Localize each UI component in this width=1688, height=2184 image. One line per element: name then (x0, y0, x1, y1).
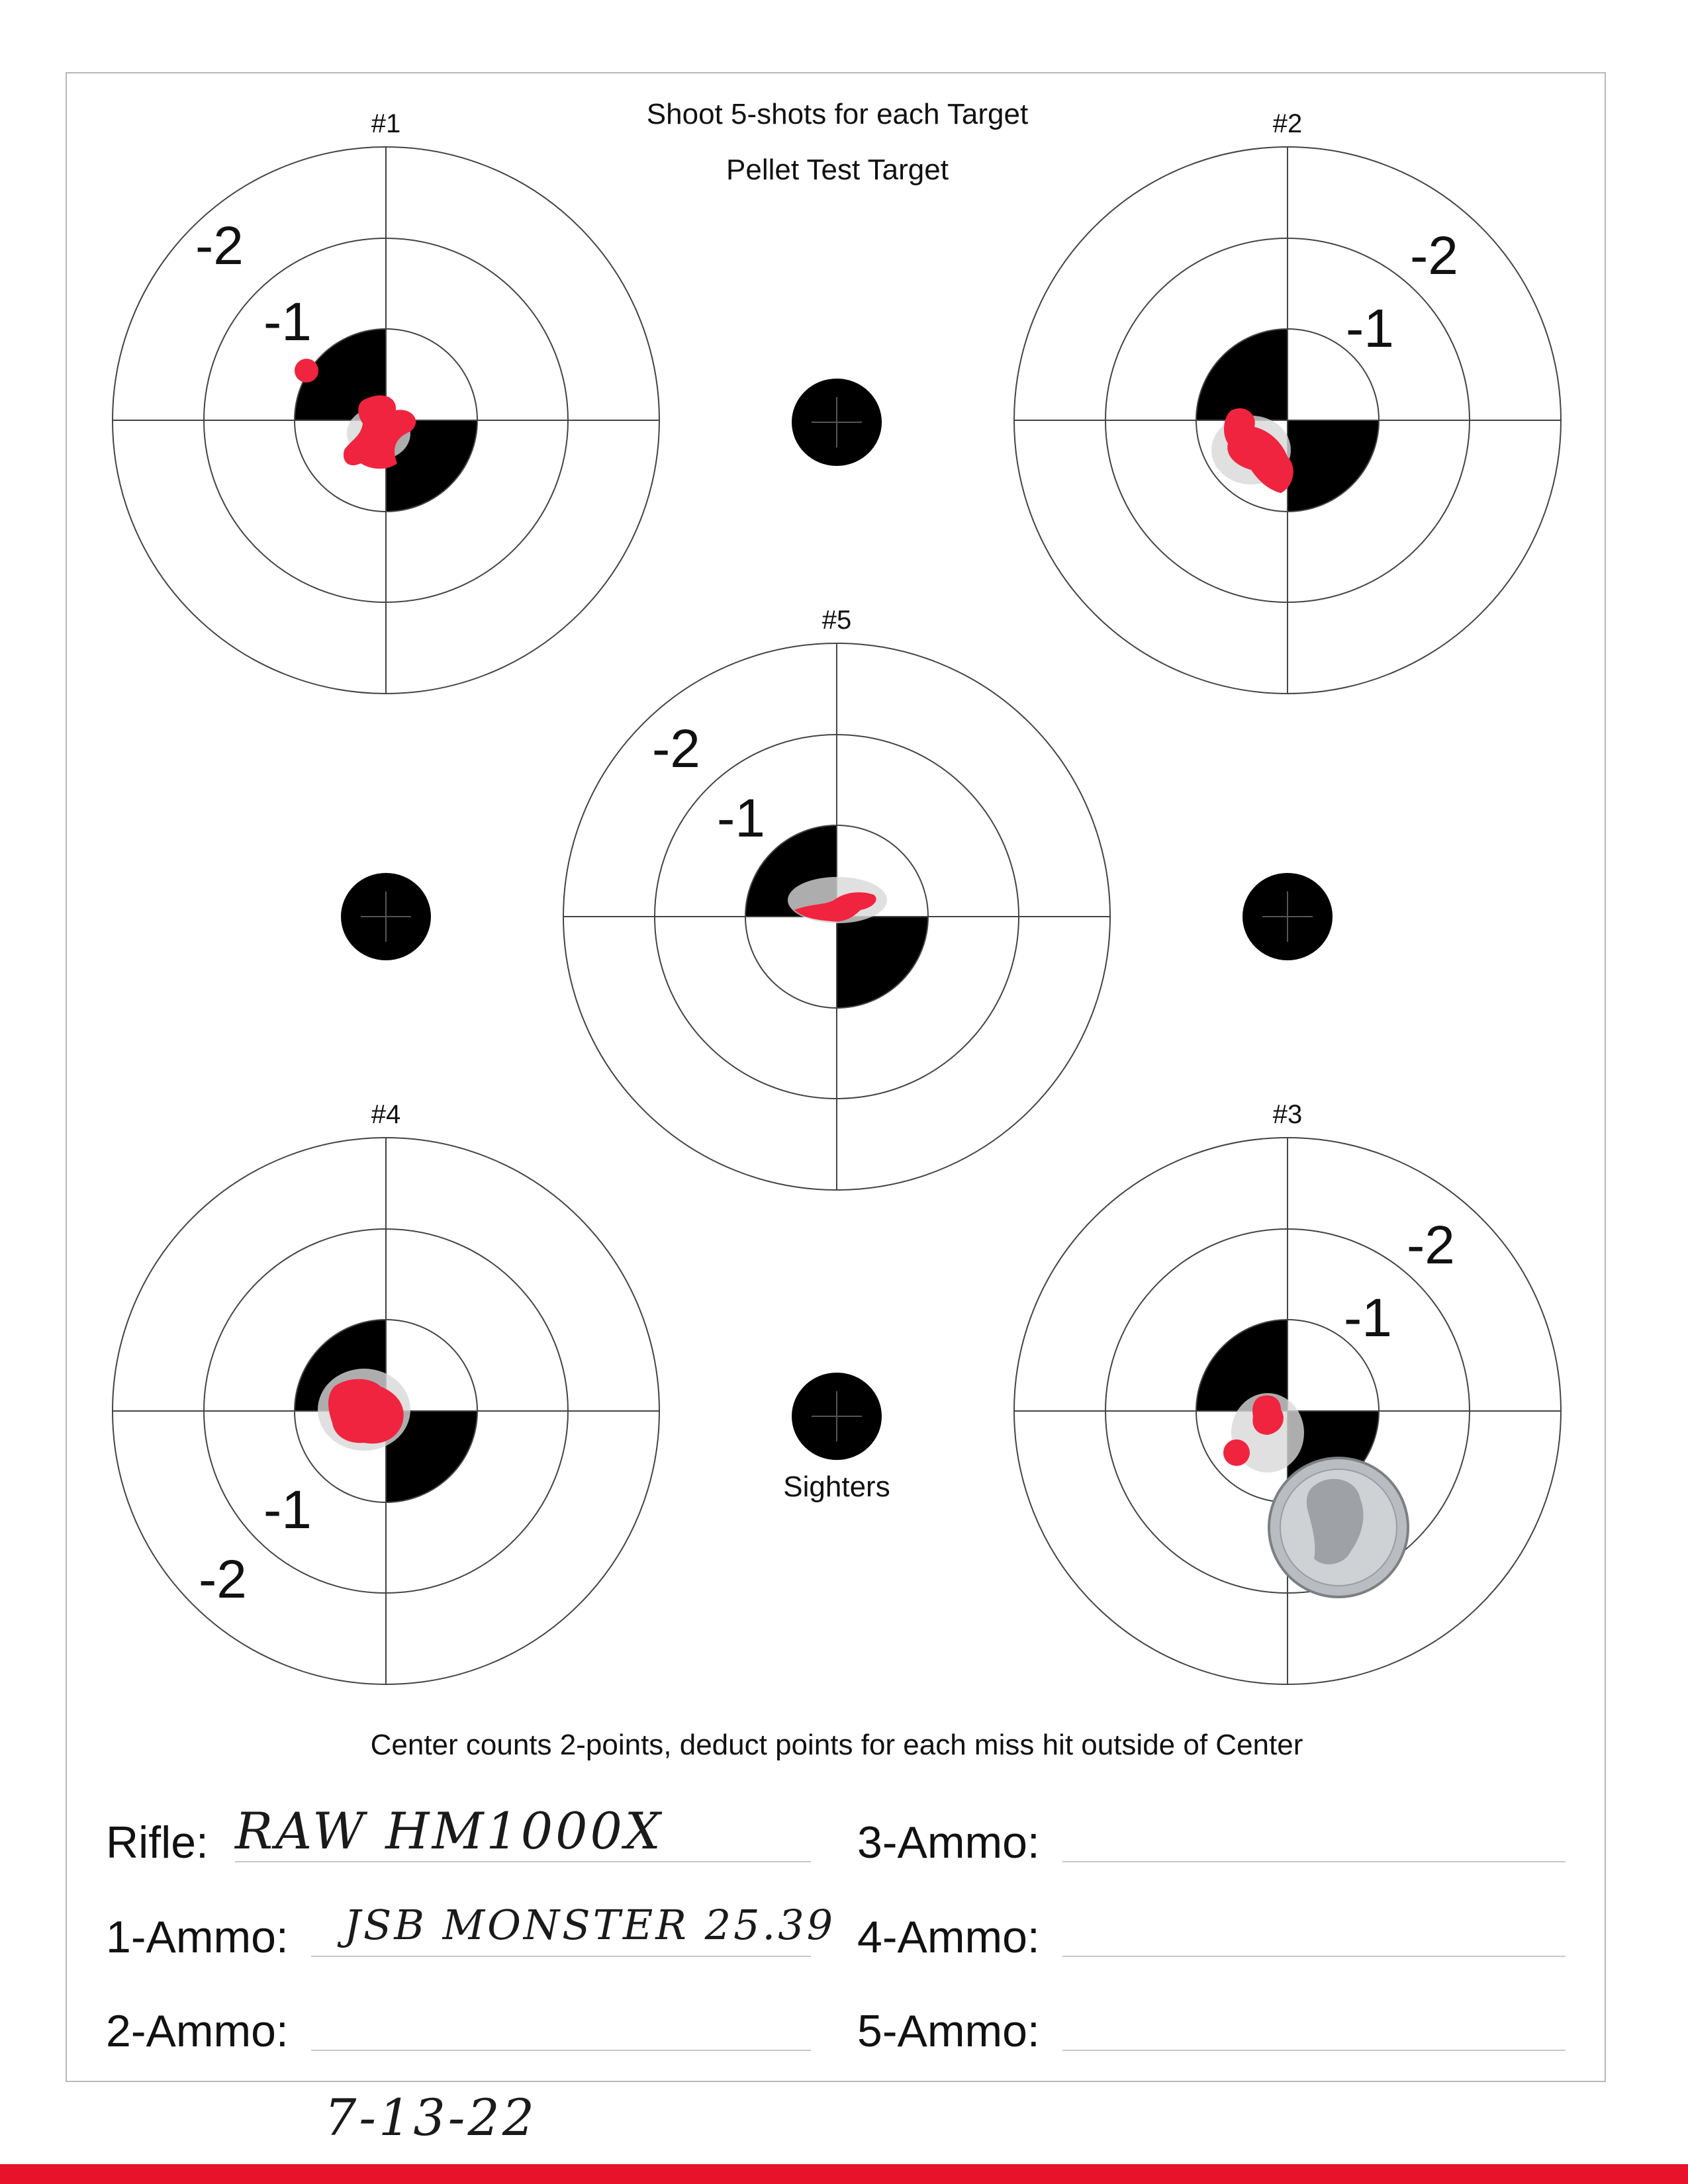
target-5 (563, 643, 1110, 1190)
header-title: Pellet Test Target (726, 154, 949, 186)
target-4 (113, 1138, 659, 1684)
dime-coin (1269, 1458, 1408, 1597)
rifle-label: Rifle: (106, 1817, 209, 1868)
ammo2-underline (311, 2050, 811, 2051)
ring-value-outer-1: -2 (195, 216, 244, 276)
target-label-4: #4 (371, 1100, 401, 1129)
sighters-label: Sighters (783, 1471, 890, 1503)
sighter-top (792, 379, 882, 466)
ammo1-label: 1-Ammo: (106, 1912, 289, 1962)
ammo1-underline (311, 1956, 811, 1957)
ammo2-label: 2-Ammo: (106, 2006, 289, 2056)
target-3 (1014, 1138, 1561, 1684)
sighter-bottom (792, 1373, 882, 1460)
scoring-note: Center counts 2-points, deduct points for each miss hit outside of Center (370, 1729, 1303, 1761)
bottom-red-band (0, 2164, 1688, 2184)
ammo3-underline (1062, 1861, 1566, 1862)
ring-value-inner-2: -1 (1346, 298, 1394, 359)
ammo3-label: 3-Ammo: (857, 1817, 1040, 1868)
ammo1-value: JSB MONSTER 25.39 (344, 1901, 836, 1949)
ring-value-inner-5: -1 (717, 788, 765, 848)
target-label-1: #1 (371, 109, 401, 138)
ring-value-outer-4: -2 (199, 1549, 247, 1610)
sighter-right (1243, 873, 1333, 960)
ring-value-outer-2: -2 (1410, 226, 1458, 286)
rifle-underline (235, 1861, 811, 1862)
target-label-3: #3 (1272, 1100, 1303, 1129)
ammo4-underline (1062, 1956, 1566, 1957)
header-instruction: Shoot 5-shots for each Target (646, 98, 1029, 130)
rifle-value: RAW HM1000X (235, 1801, 663, 1860)
ring-value-outer-3: -2 (1407, 1215, 1455, 1275)
ammo4-label: 4-Ammo: (857, 1912, 1040, 1962)
target-label-2: #2 (1272, 109, 1303, 138)
ammo5-label: 5-Ammo: (857, 2006, 1040, 2056)
handwritten-date: 7-13-22 (324, 2088, 538, 2147)
target-label-5: #5 (821, 606, 852, 635)
target-2 (1014, 147, 1561, 694)
ring-value-inner-4: -1 (263, 1480, 312, 1540)
target-1 (113, 147, 659, 694)
shot-hole (295, 359, 318, 383)
ammo5-underline (1062, 2050, 1566, 2051)
sighter-left (341, 873, 431, 960)
ring-value-inner-3: -1 (1344, 1288, 1392, 1348)
ring-value-inner-1: -1 (263, 292, 312, 352)
ring-value-outer-5: -2 (652, 719, 700, 779)
shot-hole (1223, 1439, 1250, 1466)
